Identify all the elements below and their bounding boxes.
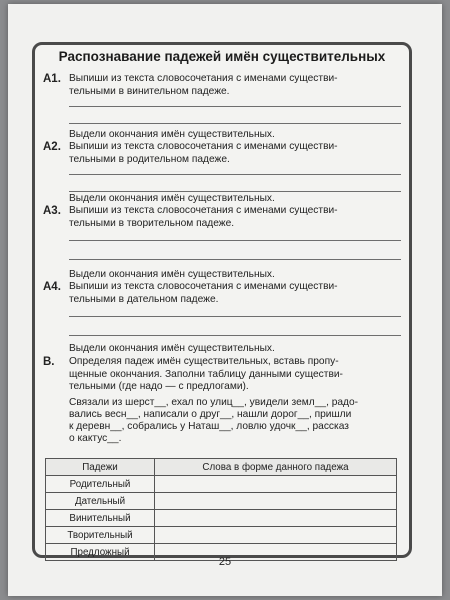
answer-line[interactable] bbox=[69, 316, 401, 317]
cases-table bbox=[45, 458, 397, 561]
answer-line[interactable] bbox=[69, 240, 401, 241]
case-name: Винительный bbox=[46, 510, 155, 527]
case-name: Родительный bbox=[46, 476, 155, 493]
task-subtext: Выдели окончания имён существительных. bbox=[69, 343, 275, 354]
task-a1 bbox=[43, 73, 401, 124]
task-text-line: Определяя падеж имён существительных, вставь пропу- bbox=[69, 356, 339, 367]
answer-line[interactable] bbox=[69, 335, 401, 336]
exercise-frame bbox=[32, 42, 412, 558]
column-header-words: Слова в форме данного падежа bbox=[155, 459, 397, 476]
task-number: А2. bbox=[43, 141, 61, 153]
answer-line[interactable] bbox=[69, 259, 401, 260]
task-subtext: Выдели окончания имён существительных. bbox=[69, 269, 275, 280]
answer-line[interactable] bbox=[69, 191, 401, 192]
task-text-line: щенные окончания. Заполни таблицу данными существи- bbox=[69, 368, 343, 380]
task-text-line: тельными (где надо — с предлогами). bbox=[69, 381, 249, 392]
task-a2 bbox=[43, 141, 401, 192]
answer-line[interactable] bbox=[69, 106, 401, 107]
answer-line[interactable] bbox=[69, 123, 401, 124]
task-text-line: тельными в дательном падеже. bbox=[69, 293, 219, 305]
story-line: Связали из шерст__, ехал по улиц__, увидели земл__, радо- bbox=[69, 396, 359, 408]
story-text bbox=[69, 397, 401, 446]
page-number: 25 bbox=[218, 556, 232, 568]
story-line: о кактус__. bbox=[69, 433, 122, 445]
task-text-line: Выпиши из текста словосочетания с именами существи- bbox=[69, 205, 338, 216]
task-text-line: Выпиши из текста словосочетания с именами существи- bbox=[69, 141, 338, 152]
answer-cell[interactable] bbox=[155, 476, 397, 493]
column-header-case: Падежи bbox=[46, 459, 155, 476]
table-row bbox=[46, 527, 397, 544]
workbook-page bbox=[8, 4, 442, 596]
case-name: Творительный bbox=[46, 527, 155, 544]
task-number: А1. bbox=[43, 73, 61, 85]
task-subtext: Выдели окончания имён существительных. bbox=[69, 129, 275, 140]
answer-cell[interactable] bbox=[155, 493, 397, 510]
answer-line[interactable] bbox=[69, 174, 401, 175]
case-name: Дательный bbox=[46, 493, 155, 510]
task-a3 bbox=[43, 205, 401, 260]
task-subtext: Выдели окончания имён существительных. bbox=[69, 193, 275, 204]
task-b bbox=[43, 356, 401, 446]
task-text-line: Выпиши из текста словосочетания с именами существи- bbox=[69, 281, 338, 292]
answer-cell[interactable] bbox=[155, 527, 397, 544]
task-number: А4. bbox=[43, 281, 61, 293]
case-name: Предложный bbox=[46, 544, 155, 561]
table-row bbox=[46, 510, 397, 527]
task-text-line: тельными в винительном падеже. bbox=[69, 85, 230, 97]
task-text-line: тельными в родительном падеже. bbox=[69, 153, 230, 165]
task-text-line: тельными в творительном падеже. bbox=[69, 217, 235, 229]
task-number: А3. bbox=[43, 205, 61, 217]
task-text-line: Выпиши из текста словосочетания с именами существи- bbox=[69, 73, 338, 84]
answer-cell[interactable] bbox=[155, 510, 397, 527]
page-title: Распознавание падежей имён существительных bbox=[58, 49, 386, 64]
story-line: к деревн__, собрались у Наташ__, ловлю удочк__, рассказ bbox=[69, 421, 349, 433]
table-header-row bbox=[46, 459, 397, 476]
table-row bbox=[46, 493, 397, 510]
task-a4 bbox=[43, 281, 401, 336]
story-line: вались весн__, написали о друг__, нашли дорог__, пришли bbox=[69, 408, 352, 420]
task-number: В. bbox=[43, 356, 55, 368]
table-row bbox=[46, 476, 397, 493]
